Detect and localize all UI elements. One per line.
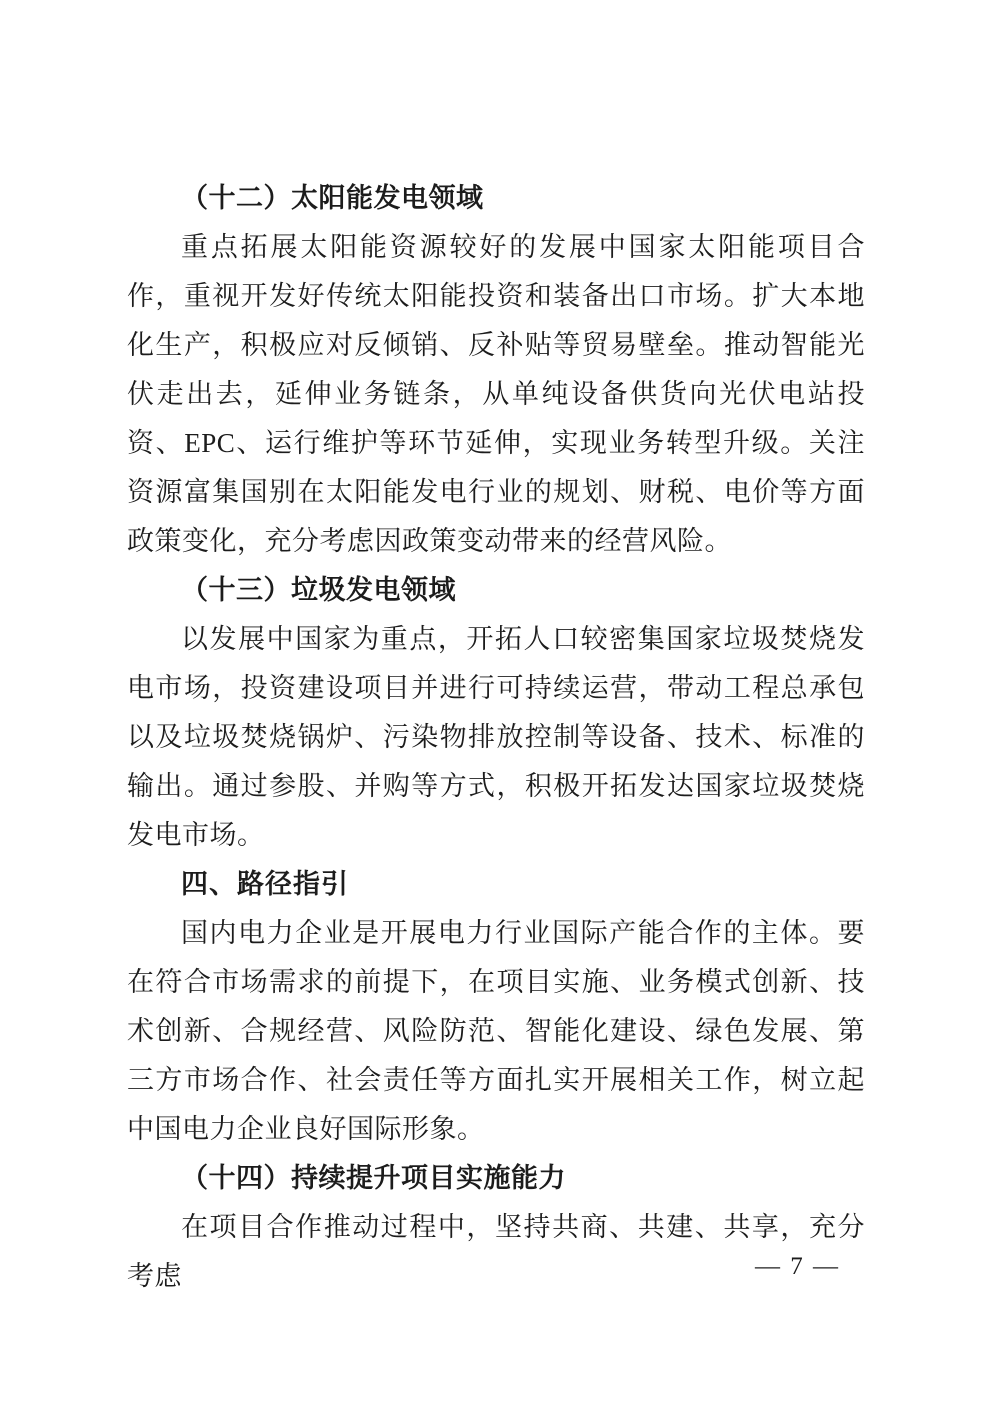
paragraph-path-guidance: 国内电力企业是开展电力行业国际产能合作的主体。要在符合市场需求的前提下，在项目实施、业务模式创新、技术创新、合规经营、风险防范、智能化建设、绿色发展、第三方市场合作、社会责任等方面扎实开展相关工作，树立起中国电力企业良好国际形象。 bbox=[127, 918, 865, 1144]
document-body bbox=[127, 174, 865, 1301]
paragraph-waste-power: 以发展中国家为重点，开拓人口较密集国家垃圾焚烧发电市场，投资建设项目并进行可持续运营，带动工程总承包以及垃圾焚烧锅炉、污染物排放控制等设备、技术、标准的输出。通过参股、并购等方式，积极开拓发达国家垃圾焚烧发电市场。 bbox=[127, 624, 865, 850]
subsection-heading-12: （十二）太阳能发电领域 bbox=[181, 183, 484, 213]
section-heading-4-path-guidance: 四、路径指引 bbox=[181, 869, 349, 899]
page-number: — 7 — bbox=[755, 1253, 840, 1280]
subsection-heading-14: （十四）持续提升项目实施能力 bbox=[181, 1163, 566, 1193]
paragraph-project-cooperation: 在项目合作推动过程中，坚持共商、共建、共享，充分考虑 bbox=[127, 1212, 865, 1291]
paragraph-solar-power: 重点拓展太阳能资源较好的发展中国家太阳能项目合作，重视开发好传统太阳能投资和装备出口市场。扩大本地化生产，积极应对反倾销、反补贴等贸易壁垒。推动智能光伏走出去，延伸业务链条，从单纯设备供货向光伏电站投资、EPC、运行维护等环节延伸，实现业务转型升级。关注资源富集国别在太阳能发电行业的规划、财税、电价等方面政策变化，充分考虑因政策变动带来的经营风险。 bbox=[127, 232, 865, 556]
subsection-heading-13: （十三）垃圾发电领域 bbox=[181, 575, 456, 605]
